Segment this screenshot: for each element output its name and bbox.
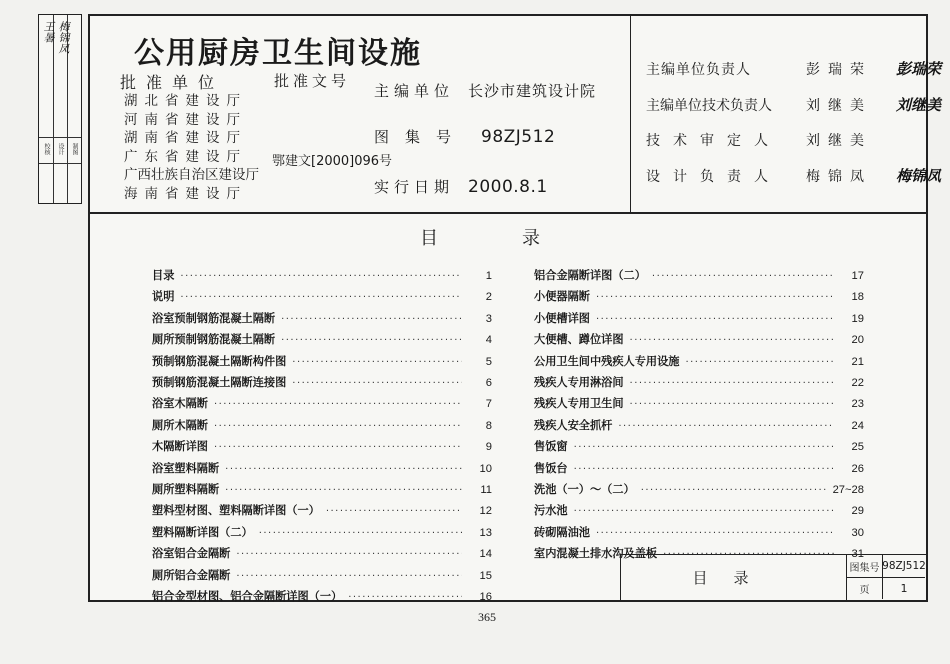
toc-entry: [534, 437, 864, 458]
toc-leader-dots: [596, 310, 834, 330]
toc-entry-page: 3: [485, 312, 492, 325]
toc-leader-dots: [214, 438, 462, 458]
toc-entry: [152, 587, 492, 608]
toc-entry-page: 11: [480, 484, 492, 497]
toc-entry: [534, 394, 864, 415]
toc-leader-dots: [596, 288, 834, 308]
staff-row: [646, 88, 941, 124]
toc-leader-dots: [326, 502, 462, 522]
toc-entry-page: 2: [485, 291, 492, 304]
staff-name: 梅锦凤: [806, 168, 872, 185]
toc-entry: [152, 330, 492, 351]
approval-doc-label: 批准文号: [274, 72, 351, 90]
toc-leader-dots: [214, 395, 462, 415]
toc-leader-dots: [180, 267, 462, 287]
margin-label-check: 校核: [43, 143, 50, 155]
toc-leader-dots: [236, 545, 462, 565]
toc-leader-dots: [685, 353, 834, 373]
toc-entry-title: 浴室预制钢筋混凝土隔断: [152, 311, 276, 325]
toc-entry-title: 污水池: [534, 504, 568, 518]
toc-leader-dots: [236, 567, 462, 587]
toc-entry: [152, 309, 492, 330]
title-block-atlas-label: 图集号: [847, 555, 883, 578]
chief-unit-label: 主编单位: [374, 82, 455, 100]
toc-entry-page: 23: [851, 398, 864, 411]
atlas-no-field: [374, 126, 555, 147]
toc-entry-page: 19: [851, 312, 864, 325]
toc-entry-title: 售饭台: [534, 461, 568, 475]
toc-entry: [534, 352, 864, 373]
toc-right-column: [534, 266, 864, 566]
toc-entry-title: 洗池（一）～（二）: [534, 483, 635, 497]
toc-entry-page: 26: [851, 462, 864, 475]
staff-role: 主编单位负责人: [646, 62, 751, 78]
toc-leader-dots: [574, 502, 834, 522]
approval-doc-number: 鄂建文[2000]096号: [272, 154, 393, 169]
toc-entry: [534, 480, 864, 501]
toc-entry: [152, 373, 492, 394]
toc-entry-page: 4: [485, 334, 492, 347]
effective-date-value: 2000.8.1: [468, 177, 548, 197]
toc-entry: [534, 459, 864, 480]
toc-entry-page: 9: [485, 441, 492, 454]
margin-label-design: 设计: [57, 143, 64, 155]
toc-entry: [152, 566, 492, 587]
margin-signature-2: 梅锦凤: [57, 21, 70, 54]
toc-entry-title: 残疾人安全抓杆: [534, 418, 613, 432]
toc-entry: [152, 266, 492, 287]
toc-entry-title: 塑料型材图、塑料隔断详图（一）: [152, 504, 320, 518]
toc-leader-dots: [292, 353, 462, 373]
staff-row: [646, 159, 941, 195]
toc-entry: [152, 544, 492, 565]
toc-entry-page: 17: [851, 270, 864, 282]
staff-name: 刘继美: [806, 97, 872, 114]
toc-entry: [152, 501, 492, 522]
toc-entry: [534, 523, 864, 544]
toc-leader-dots: [574, 438, 834, 458]
toc-entry-page: 18: [851, 291, 864, 304]
toc-entry: [534, 416, 864, 437]
toc-entry-title: 说明: [152, 290, 175, 304]
toc-leader-dots: [292, 374, 462, 394]
toc-entry-title: 砖砌隔油池: [534, 525, 590, 539]
toc-entry-title: 残疾人专用淋浴间: [534, 376, 624, 390]
approval-unit: 湖南省建设厅: [124, 130, 247, 146]
toc-entry-title: 预制钢筋混凝土隔断连接图: [152, 376, 287, 390]
approval-unit: 广东省建设厅: [124, 148, 247, 165]
toc-entry-title: 铝合金隔断详图（二）: [534, 269, 646, 282]
approval-unit: 广西壮族自治区建设厅: [124, 167, 259, 183]
toc-heading: 目录: [420, 228, 624, 249]
toc-entry-page: 12: [479, 505, 492, 518]
title-block-atlas-value: 98ZJ512: [883, 555, 925, 578]
approval-unit: 湖北省建设厅: [124, 93, 247, 109]
staff-row: [646, 52, 941, 88]
toc-entry: [152, 523, 492, 544]
toc-leader-dots: [630, 331, 834, 351]
toc-entry: [534, 266, 864, 287]
responsible-staff: [646, 52, 941, 194]
toc-entry: [152, 480, 492, 501]
page-number: 365: [478, 610, 496, 624]
toc-entry-page: 25: [851, 441, 864, 454]
atlas-no-label: 图集号: [374, 128, 468, 146]
effective-date-field: [374, 176, 548, 197]
margin-signature-strip: [38, 14, 82, 204]
toc-entry: [534, 287, 864, 308]
margin-label-draw: 制图: [71, 143, 78, 155]
toc-left-column: [152, 266, 492, 609]
toc-entry-title: 塑料隔断详图（二）: [152, 525, 253, 539]
staff-signature: 梅锦凤: [896, 166, 942, 185]
toc-entry-title: 厕所铝合金隔断: [152, 568, 231, 582]
staff-name: 彭瑞荣: [806, 62, 872, 78]
chief-unit-value: 长沙市建筑设计院: [468, 82, 597, 100]
toc-leader-dots: [596, 524, 834, 544]
toc-entry-page: 8: [485, 419, 492, 432]
toc-leader-dots: [348, 588, 462, 608]
approval-unit-label: 批准单位: [120, 73, 225, 92]
approval-units-list: [124, 92, 259, 203]
toc-entry-title: 铝合金型材图、铝合金隔断详图（一）: [152, 590, 343, 604]
toc-leader-dots: [630, 374, 834, 394]
toc-entry: [534, 373, 864, 394]
toc-entry-title: 浴室铝合金隔断: [152, 547, 231, 561]
atlas-no-value: 98ZJ512: [481, 127, 556, 147]
toc-leader-dots: [225, 481, 462, 501]
toc-entry: [534, 309, 864, 330]
toc-entry-page: 31: [851, 548, 864, 561]
staff-name: 刘继美: [806, 133, 872, 149]
toc-leader-dots: [259, 524, 462, 544]
toc-entry-title: 目录: [152, 269, 175, 282]
toc-entry-title: 厕所塑料隔断: [152, 483, 220, 497]
toc-entry-page: 22: [851, 377, 864, 390]
approval-unit: 河南省建设厅: [124, 111, 247, 128]
approval-unit: 海南省建设厅: [124, 185, 247, 202]
toc-entry: [152, 416, 492, 437]
margin-signature-1: 王暑: [42, 21, 55, 43]
toc-entry-title: 木隔断详图: [152, 440, 208, 454]
toc-entry: [534, 501, 864, 522]
toc-entry-page: 21: [851, 355, 864, 368]
toc-leader-dots: [214, 417, 462, 437]
toc-entry-page: 10: [479, 462, 492, 475]
toc-entry-page: 27~28: [832, 484, 864, 497]
staff-role: 主编单位技术负责人: [646, 97, 772, 114]
toc-entry-title: 公用卫生间中残疾人专用设施: [534, 354, 680, 368]
toc-entry-page: 13: [479, 526, 492, 539]
toc-entry-title: 厕所预制钢筋混凝土隔断: [152, 333, 276, 347]
toc-entry: [152, 352, 492, 373]
staff-row: [646, 123, 941, 159]
title-block: [620, 554, 926, 600]
toc-entry: [534, 330, 864, 351]
toc-entry-page: 24: [851, 419, 864, 432]
toc-entry-page: 7: [485, 398, 492, 411]
toc-entry-title: 预制钢筋混凝土隔断构件图: [152, 354, 287, 368]
title-block-page-value: 1: [900, 582, 908, 595]
toc-entry-title: 售饭窗: [534, 440, 568, 454]
toc-entry-page: 6: [485, 377, 492, 390]
chief-unit-field: [374, 80, 596, 101]
toc-entry-page: 16: [479, 591, 492, 604]
toc-entry-title: 残疾人专用卫生间: [534, 397, 624, 411]
toc-entry-page: 14: [479, 548, 492, 561]
title-block-page-label: 页: [847, 578, 883, 599]
toc-entry: [152, 394, 492, 415]
toc-leader-dots: [281, 331, 462, 351]
toc-leader-dots: [574, 460, 834, 480]
toc-entry-page: 30: [851, 526, 864, 539]
toc-entry-title: 小便槽详图: [534, 311, 590, 325]
toc-leader-dots: [281, 310, 462, 330]
atlas-title: 公用厨房卫生间设施: [134, 36, 422, 71]
toc-entry-page: 29: [851, 505, 864, 518]
effective-date-label: 实行日期: [374, 178, 455, 196]
toc-entry: [152, 287, 492, 308]
drawing-sheet: [88, 14, 942, 604]
toc-entry-title: 浴室木隔断: [152, 397, 208, 411]
toc-entry: [152, 437, 492, 458]
staff-signature: 彭瑞荣: [896, 60, 942, 78]
toc-entry-title: 大便槽、蹲位详图: [534, 333, 624, 347]
toc-leader-dots: [180, 288, 462, 308]
staff-role: 设计负责人: [646, 168, 781, 185]
toc-entry-title: 室内混凝土排水沟及盖板: [534, 547, 658, 561]
toc-entry-title: 厕所木隔断: [152, 418, 208, 432]
staff-role: 技术审定人: [646, 133, 781, 149]
sheet-header: [90, 16, 942, 214]
toc-entry-page: 15: [479, 569, 492, 582]
staff-signature: 刘继美: [896, 95, 942, 114]
toc-leader-dots: [652, 267, 834, 287]
toc-entry: [152, 459, 492, 480]
toc-entry-page: 1: [485, 270, 492, 282]
toc-leader-dots: [630, 395, 834, 415]
toc-leader-dots: [225, 460, 462, 480]
toc-leader-dots: [641, 481, 827, 501]
toc-entry-page: 20: [851, 334, 864, 347]
toc-entry-title: 小便器隔断: [534, 290, 590, 304]
toc-leader-dots: [618, 417, 834, 437]
toc-entry-page: 5: [485, 355, 492, 368]
toc-entry-title: 浴室塑料隔断: [152, 461, 220, 475]
title-block-name: 目录: [621, 555, 847, 600]
